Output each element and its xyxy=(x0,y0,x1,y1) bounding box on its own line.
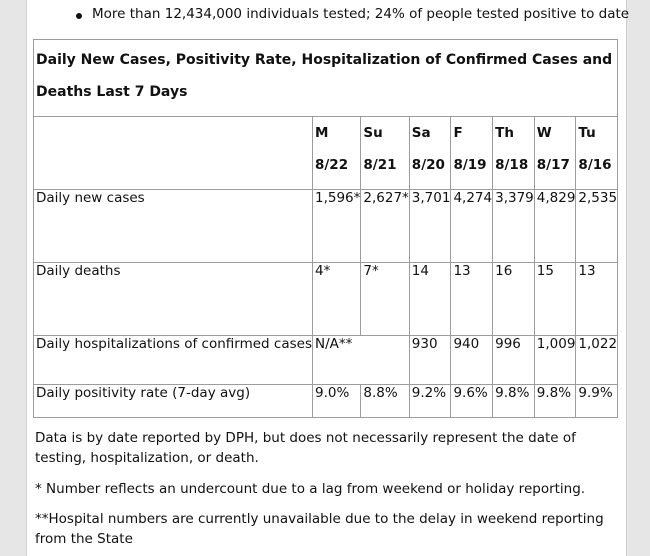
cell: 8.8% xyxy=(361,385,409,418)
day-header: Sa 8/20 xyxy=(409,117,451,190)
covid-stats-table xyxy=(33,39,618,418)
cell: 9.8% xyxy=(534,385,576,418)
cell: N/A** xyxy=(312,336,409,385)
day-header: Su 8/21 xyxy=(361,117,409,190)
day-header: Tu 8/16 xyxy=(576,117,618,190)
row-label: Daily deaths xyxy=(34,263,313,336)
table-row xyxy=(34,190,618,263)
table-caption: Daily New Cases, Positivity Rate, Hospitalization of Confirmed Cases and Deaths Last 7 Days xyxy=(34,40,618,117)
cell: 930 xyxy=(409,336,451,385)
cell: 940 xyxy=(451,336,493,385)
cell: 2,627* xyxy=(361,190,409,263)
cell: 16 xyxy=(493,263,535,336)
table-row xyxy=(34,385,618,418)
day-header: M 8/22 xyxy=(312,117,360,190)
cell: 2,535 xyxy=(576,190,618,263)
right-frame xyxy=(626,0,650,556)
bullet-icon xyxy=(76,13,82,19)
row-label: Daily positivity rate (7-day avg) xyxy=(34,385,313,418)
cell: 3,379 xyxy=(493,190,535,263)
table-row xyxy=(34,263,618,336)
cell: 1,022 xyxy=(576,336,618,385)
note-dph: Data is by date reported by DPH, but does not necessarily represent the date of testing, hospitalization, or death. xyxy=(35,430,576,466)
table-row xyxy=(34,336,618,385)
cell: 4* xyxy=(312,263,360,336)
cell: 4,829 xyxy=(534,190,576,263)
day-header: W 8/17 xyxy=(534,117,576,190)
cell: 1,009 xyxy=(534,336,576,385)
cell: 9.2% xyxy=(409,385,451,418)
row-label: Daily new cases xyxy=(34,190,313,263)
row-label: Daily hospitalizations of confirmed cases xyxy=(34,336,313,385)
cell: 9.8% xyxy=(493,385,535,418)
header-blank-cell xyxy=(34,117,313,190)
cell: 9.0% xyxy=(312,385,360,418)
cell: 9.6% xyxy=(451,385,493,418)
note-undercount: * Number reflects an undercount due to a lag from weekend or holiday reporting. xyxy=(35,481,586,497)
cell: 13 xyxy=(576,263,618,336)
cell: 14 xyxy=(409,263,451,336)
day-header: Th 8/18 xyxy=(493,117,535,190)
cell: 15 xyxy=(534,263,576,336)
note-hospital: **Hospital numbers are currently unavailable due to the delay in weekend reporting from the State xyxy=(35,511,604,547)
cell: 1,596* xyxy=(312,190,360,263)
cell: 7* xyxy=(361,263,409,336)
cell: 3,701 xyxy=(409,190,451,263)
cell: 996 xyxy=(493,336,535,385)
testing-summary: More than 12,434,000 individuals tested; 24% of people tested positive to date xyxy=(92,6,630,22)
left-frame xyxy=(0,0,27,556)
cell: 13 xyxy=(451,263,493,336)
day-header: F 8/19 xyxy=(451,117,493,190)
cell: 9.9% xyxy=(576,385,618,418)
cell: 4,274 xyxy=(451,190,493,263)
